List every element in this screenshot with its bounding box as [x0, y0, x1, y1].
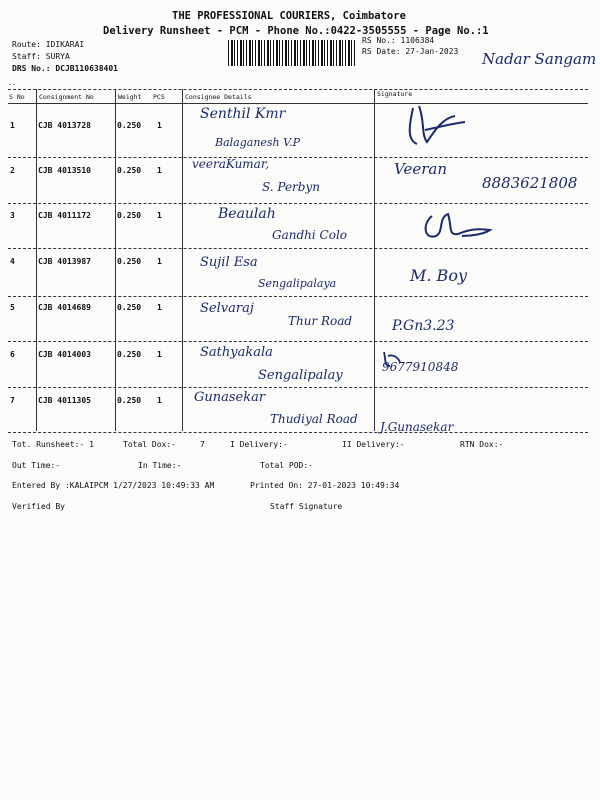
signature-text: Veeran: [394, 160, 447, 178]
runsheet-subtitle: Delivery Runsheet - PCM - Phone No.:0422-3505555 - Page No.:1: [103, 25, 489, 37]
total-pod: Total POD:-: [260, 461, 313, 470]
table-row-sno: 3: [10, 211, 15, 220]
col-divider-2: [115, 89, 116, 431]
col-header-weight: Weight: [118, 93, 142, 101]
consignee-address: Thur Road: [288, 314, 353, 328]
table-row-sno: 4: [10, 257, 15, 266]
consignee-name: Sujil Esa: [200, 255, 258, 270]
consignee-address: Sengalipalay: [258, 368, 343, 383]
table-row-consignment: CJB 4014689: [38, 303, 91, 312]
route-label: Route: IDIKARAI: [12, 40, 85, 49]
table-row-weight: 0.250: [117, 166, 142, 175]
row-divider: [8, 341, 588, 342]
entered-by: Entered By :KALAIPCM 1/27/2023 10:49:33 AM: [12, 481, 215, 490]
table-row-consignment: CJB 4013987: [38, 257, 91, 266]
table-row-pcs: 1: [157, 121, 162, 130]
printed-on: Printed On: 27-01-2023 10:49:34: [250, 481, 400, 490]
table-row-pcs: 1: [157, 166, 162, 175]
row-divider: [8, 248, 588, 249]
i-delivery: I Delivery:-: [230, 440, 288, 449]
table-row-weight: 0.250: [117, 396, 142, 405]
col-header-consignment: Consignment No: [39, 93, 94, 101]
staff-label: Staff: SURYA: [12, 52, 70, 61]
top-mark: --: [8, 80, 16, 88]
table-row-consignment: CJB 4013510: [38, 166, 91, 175]
table-row-pcs: 1: [157, 350, 162, 359]
table-row-pcs: 1: [157, 396, 162, 405]
col-header-consignee: Consignee Details: [185, 93, 252, 101]
signature-text: P.Gn3.23: [392, 318, 455, 334]
tot-runsheet: Tot. Runsheet:- 1: [12, 440, 94, 449]
col-divider-3: [182, 89, 183, 431]
table-row-pcs: 1: [157, 257, 162, 266]
table-row-weight: 0.250: [117, 257, 142, 266]
ii-delivery: II Delivery:-: [342, 440, 405, 449]
total-dox-label: Total Dox:-: [123, 440, 176, 449]
row-divider: [8, 157, 588, 158]
col-header-pcs: PCS: [153, 93, 165, 101]
table-row-sno: 1: [10, 121, 15, 130]
table-row-weight: 0.250: [117, 303, 142, 312]
consignee-name: Senthil Kmr: [200, 106, 286, 122]
barcode: [228, 40, 355, 66]
table-row-weight: 0.250: [117, 121, 142, 130]
verified-by: Verified By: [12, 502, 65, 511]
col-divider-4: [374, 89, 375, 431]
table-row-sno: 7: [10, 396, 15, 405]
consignee-name: veeraKumar,: [192, 157, 270, 171]
table-bottom-rule: [8, 432, 588, 433]
header-bottom-rule: [8, 103, 588, 104]
signature-scribble: [418, 206, 508, 246]
table-row-sno: 2: [10, 166, 15, 175]
signature-scribble: [395, 100, 475, 150]
table-row-sno: 6: [10, 350, 15, 359]
consignee-address: Gandhi Colo: [272, 228, 347, 242]
row-divider: [8, 296, 588, 297]
company-title: THE PROFESSIONAL COURIERS, Coimbatore: [172, 10, 406, 22]
rtn-dox: RTN Dox:-: [460, 440, 504, 449]
table-row-pcs: 1: [157, 211, 162, 220]
table-row-weight: 0.250: [117, 211, 142, 220]
in-time: In Time:-: [138, 461, 182, 470]
consignee-name: Sathyakala: [200, 345, 273, 360]
consignee-address: Sengalipalaya: [258, 277, 337, 290]
col-header-signature: Signature: [377, 90, 413, 98]
header-top-rule: [8, 89, 588, 90]
signature-text: J.Gunasekar: [380, 420, 454, 434]
table-row-consignment: CJB 4013728: [38, 121, 91, 130]
handwritten-location-note: Nadar Sangam: [482, 50, 597, 68]
table-row-pcs: 1: [157, 303, 162, 312]
drs-number: DRS No.: DCJB110638401: [12, 64, 118, 73]
consignee-name: Beaulah: [218, 206, 276, 222]
phone-number: 8883621808: [482, 174, 578, 192]
consignee-address: S. Perbyn: [262, 180, 320, 194]
rs-date: RS Date: 27-Jan-2023: [362, 47, 459, 56]
table-row-consignment: CJB 4011172: [38, 211, 91, 220]
col-header-sno: S No: [9, 93, 25, 101]
table-row-weight: 0.250: [117, 350, 142, 359]
rs-number: RS No.: 1106384: [362, 36, 435, 45]
phone-number: 9677910848: [382, 360, 459, 374]
col-divider-1: [36, 89, 37, 431]
table-row-consignment: CJB 4014003: [38, 350, 91, 359]
out-time: Out Time:-: [12, 461, 61, 470]
consignee-address: Thudiyal Road: [270, 412, 358, 426]
row-divider: [8, 387, 588, 388]
staff-signature-label: Staff Signature: [270, 502, 343, 511]
row-divider: [8, 203, 588, 204]
table-row-consignment: CJB 4011305: [38, 396, 91, 405]
table-row-sno: 5: [10, 303, 15, 312]
consignee-name: Gunasekar: [194, 390, 266, 405]
total-dox-value: 7: [200, 440, 205, 449]
consignee-address: Balaganesh V.P: [215, 136, 301, 149]
signature-text: M. Boy: [410, 266, 467, 285]
consignee-name: Selvaraj: [200, 301, 254, 316]
